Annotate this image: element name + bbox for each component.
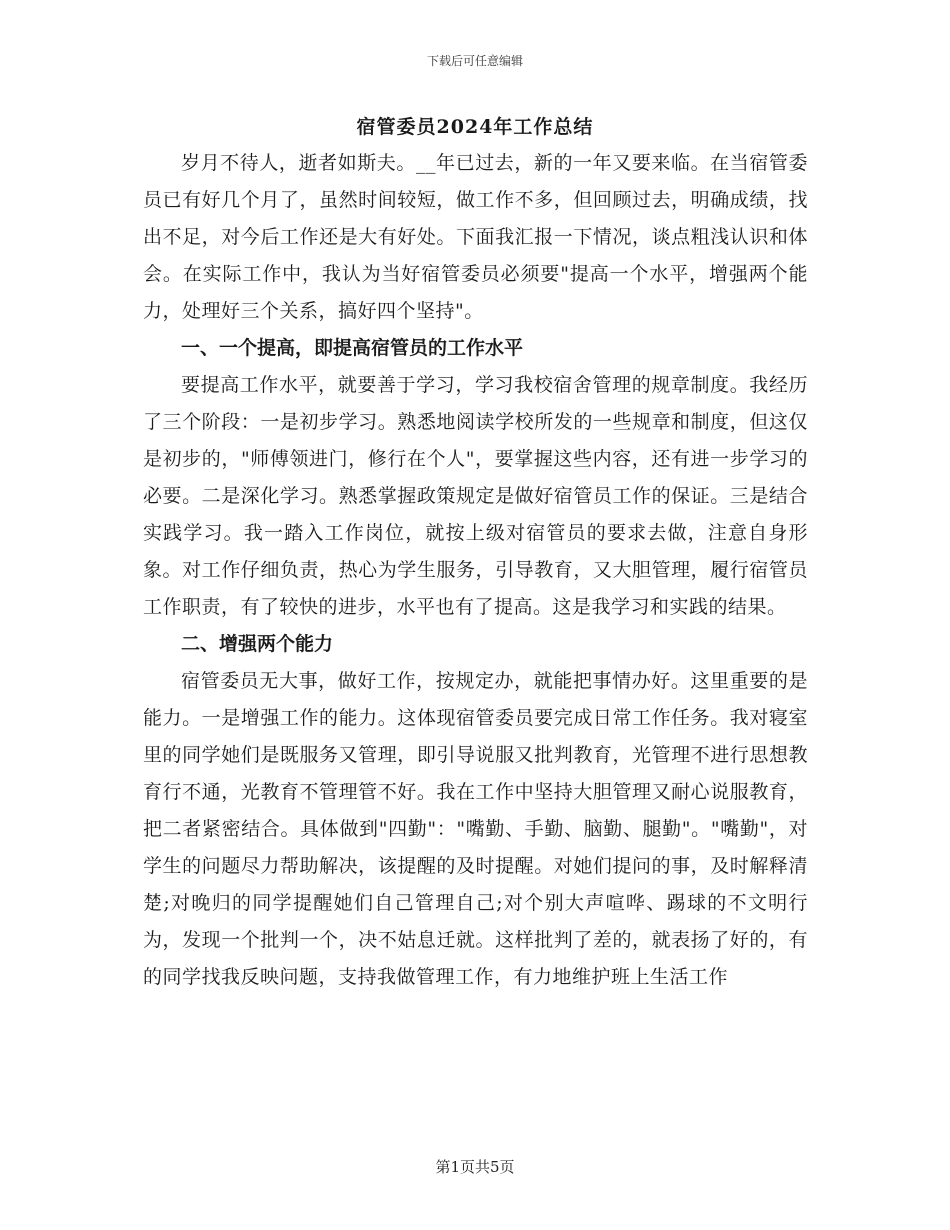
document-title: 宿管委员2024年工作总结 bbox=[356, 116, 594, 138]
section-heading-2: 二、增强两个能力 bbox=[181, 633, 334, 655]
document-body bbox=[143, 145, 808, 996]
page-header-note: 下载后可任意编辑 bbox=[426, 54, 523, 68]
section-heading-1: 一、一个提高，即提高宿管员的工作水平 bbox=[181, 337, 524, 359]
paragraph-section-1: 要提高工作水平，就要善于学习，学习我校宿舍管理的规章制度。我经历了三个阶段：一是初步学习。熟悉地阅读学校所发的一些规章和制度，但这仅是初步的，"师傅领进门，修行在个人"，要掌握这些内容，还有进一步学习的必要。二是深化学习。熟悉掌握政策规定是做好宿管员工作的保证。三是结合实践学习。我一踏入工作岗位，就按上级对宿管员的要求去做，注意自身形象。对工作仔细负责，热心为学生服务，引导教育，又大胆管理，履行宿管员工作职责，有了较快的进步，水平也有了提高。这是我学习和实践的结果。 bbox=[143, 374, 808, 618]
paragraph-section-2: 宿管委员无大事，做好工作，按规定办，就能把事情办好。这里重要的是能力。一是增强工作的能力。这体现宿管委员要完成日常工作任务。我对寝室里的同学她们是既服务又管理，即引导说服又批判教育，光管理不进行思想教育行不通，光教育不管理管不好。我在工作中坚持大胆管理又耐心说服教育，把二者紧密结合。具体做到"四勤"："嘴勤、手勤、脑勤、腿勤"。"嘴勤"，对学生的问题尽力帮助解决，该提醒的及时提醒。对她们提问的事，及时解释清楚;对晚归的同学提醒她们自己管理自己;对个别大声喧哗、踢球的不文明行为，发现一个批判一个，决不姑息迁就。这样批判了差的，就表扬了好的，有的同学找我反映问题，支持我做管理工作，有力地维护班上生活工作 bbox=[143, 670, 808, 988]
page-number: 第1页共5页 bbox=[435, 1158, 515, 1176]
paragraph-intro: 岁月不待人，逝者如斯夫。__年已过去，新的一年又要来临。在当宿管委员已有好几个月了，虽然时间较短，做工作不多，但回顾过去，明确成绩，找出不足，对今后工作还是大有好处。下面我汇报一下情况，谈点粗浅认识和体会。在实际工作中，我认为当好宿管委员必须要"提高一个水平，增强两个能力，处理好三个关系，搞好四个坚持"。 bbox=[143, 152, 808, 322]
